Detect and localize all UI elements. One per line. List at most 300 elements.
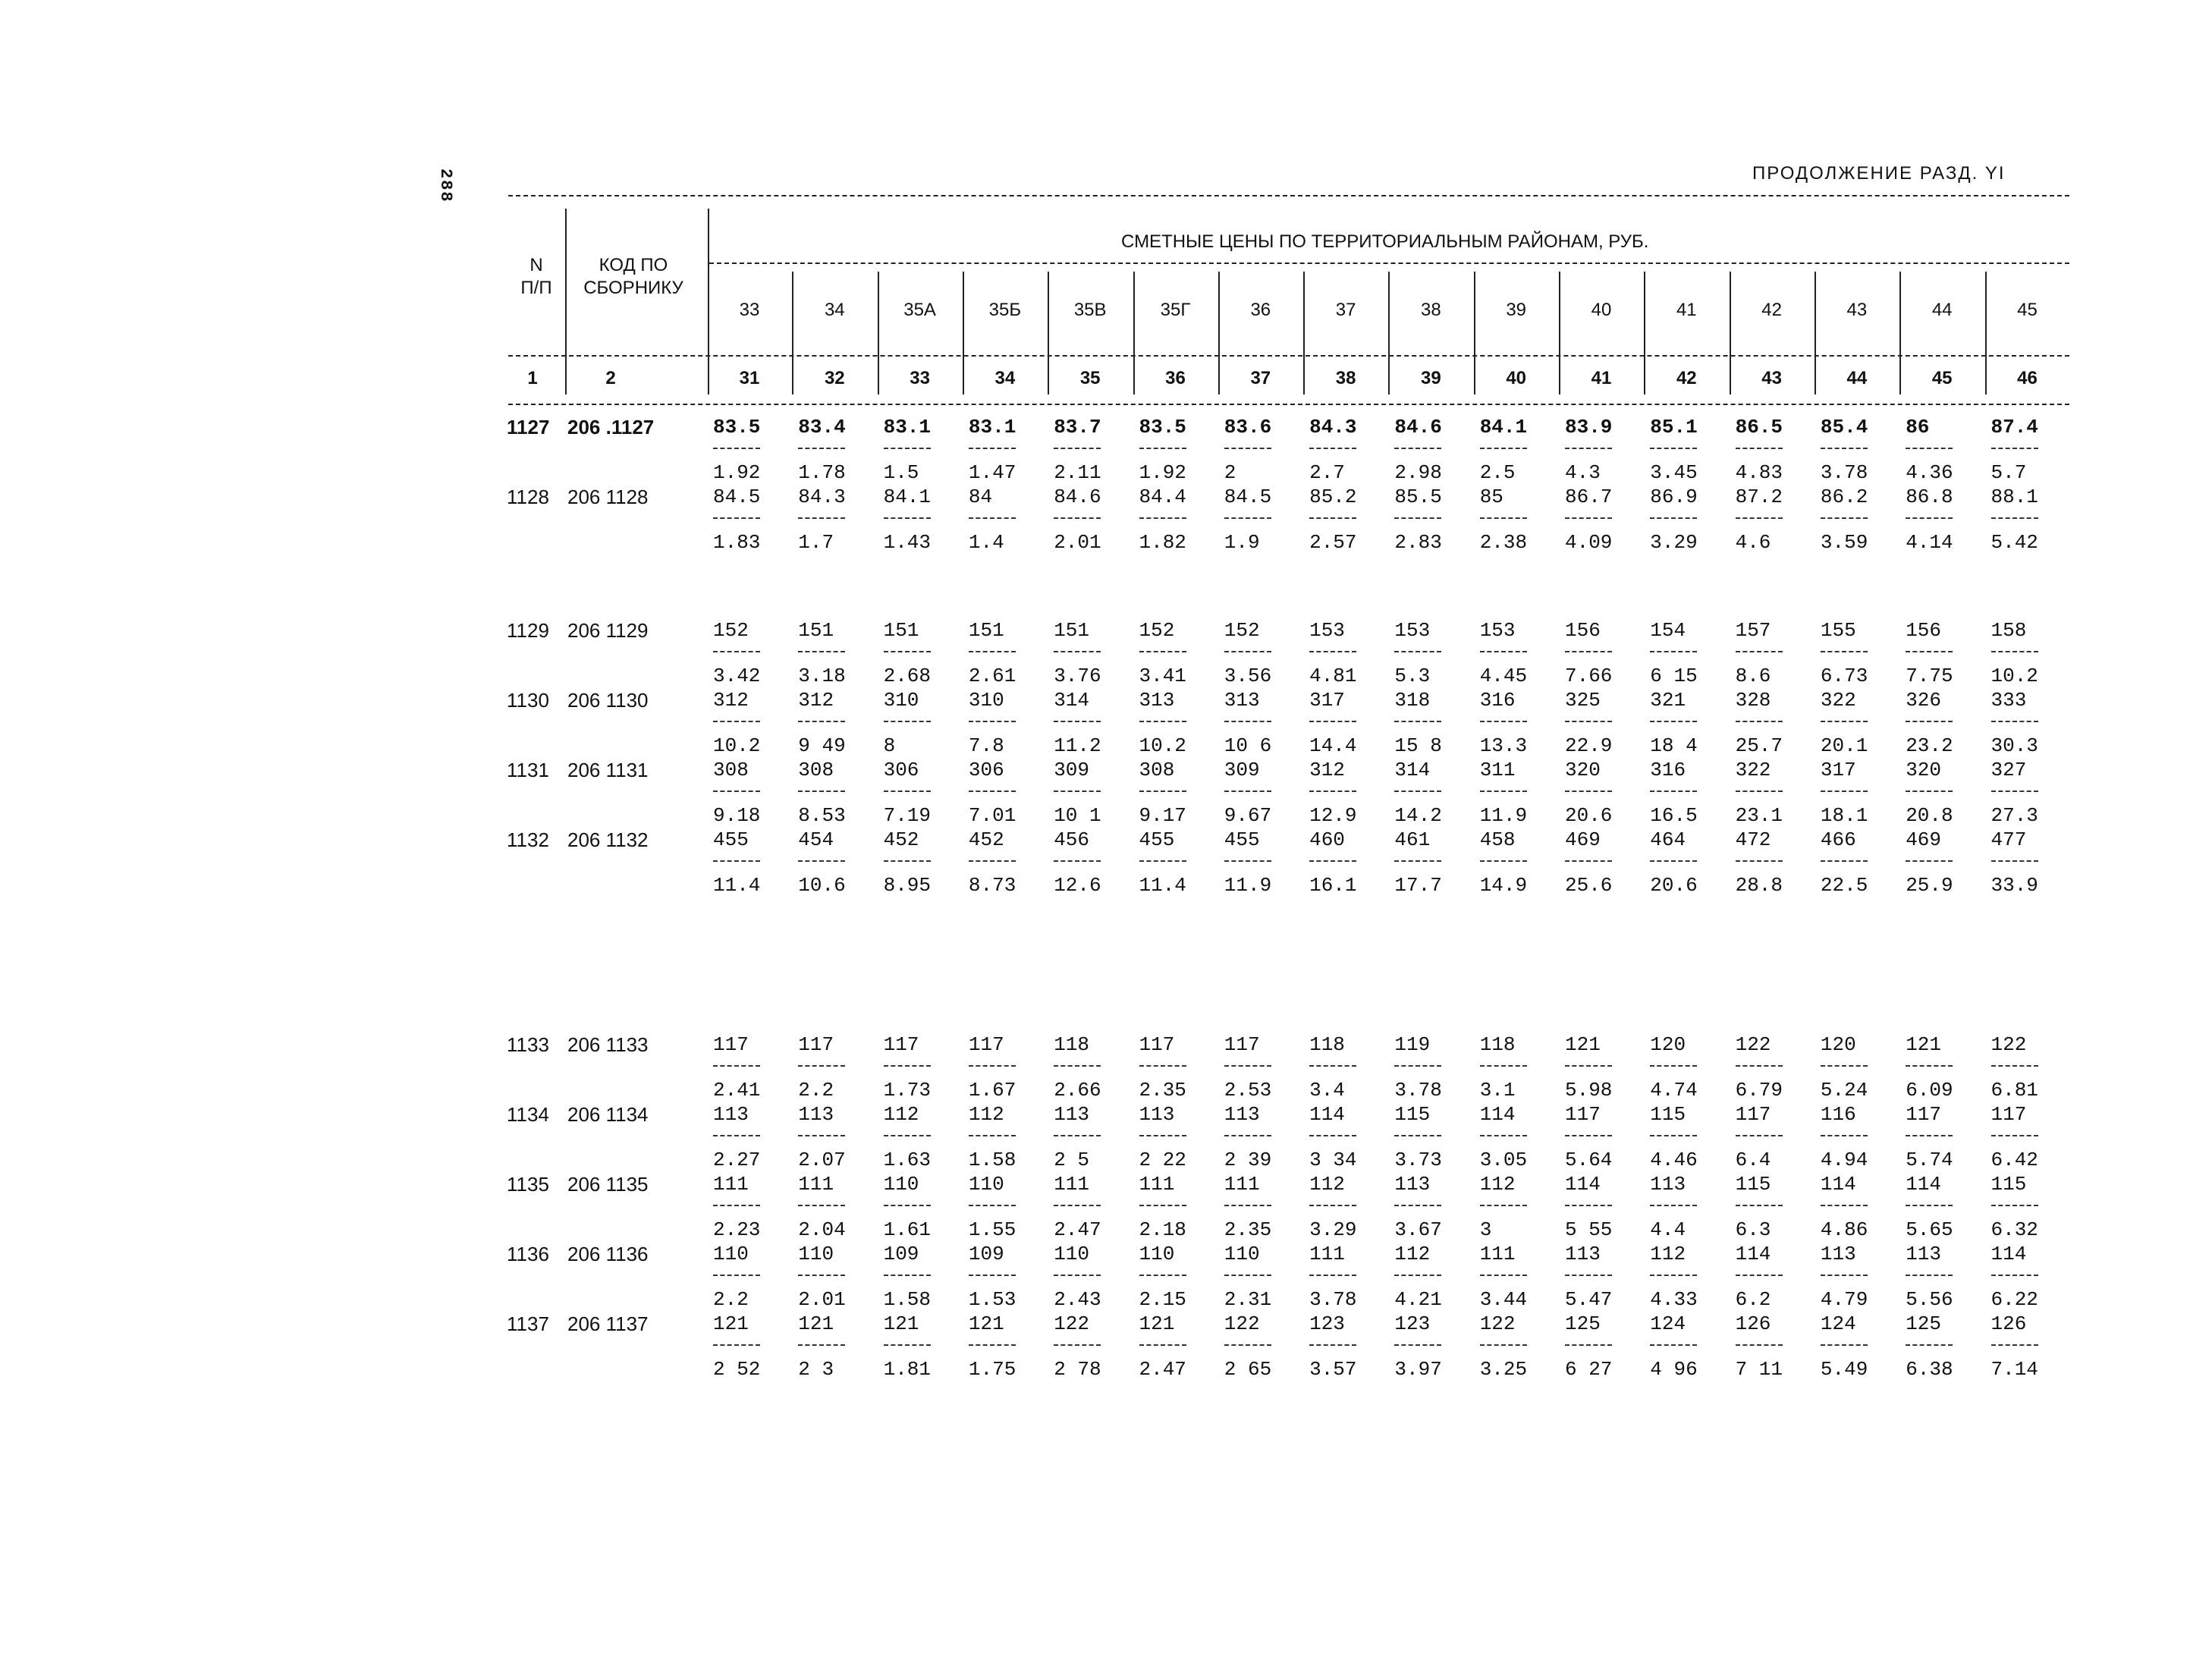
price-value: 84.1 <box>883 486 932 508</box>
price-value: 455 <box>1139 828 1175 851</box>
region-header-11: 41 <box>1676 300 1697 320</box>
row-number: 1136 <box>507 1243 549 1265</box>
price-value: 112 <box>968 1103 1004 1126</box>
price-value: 317 <box>1309 689 1345 712</box>
price-value: 152 <box>1139 619 1175 642</box>
fraction-bar <box>1991 517 2038 519</box>
fraction-bar <box>1224 860 1271 862</box>
price-sub-value: 28.8 <box>1735 874 1783 897</box>
header-mid-rule <box>709 262 2069 264</box>
price-sub-value: 10.2 <box>713 734 761 757</box>
price-sub-value: 3.97 <box>1394 1358 1442 1381</box>
fraction-bar <box>1650 721 1697 722</box>
price-value: 472 <box>1735 828 1771 851</box>
fraction-bar <box>713 790 760 792</box>
fraction-bar <box>1054 1135 1101 1136</box>
price-sub-value: 2.04 <box>798 1218 846 1241</box>
fraction-bar <box>713 1205 760 1206</box>
fraction-bar <box>969 1344 1016 1346</box>
column-number-13: 42 <box>1676 368 1697 388</box>
price-sub-value: 2.5 <box>1479 461 1516 484</box>
row-number: 1131 <box>507 759 549 781</box>
fraction-bar <box>1394 721 1441 722</box>
fraction-bar <box>1309 651 1356 652</box>
price-sub-value: 1.81 <box>883 1358 932 1381</box>
column-number-6: 35 <box>1079 368 1101 388</box>
fraction-bar <box>1906 1344 1953 1346</box>
fraction-bar <box>1565 1205 1612 1206</box>
fraction-bar <box>1480 860 1527 862</box>
price-sub-value: 1.58 <box>883 1288 932 1311</box>
fraction-bar <box>1736 721 1783 722</box>
fraction-bar <box>1224 1205 1271 1206</box>
price-sub-value: 10 6 <box>1224 734 1272 757</box>
price-sub-value: 18.1 <box>1820 804 1868 827</box>
price-value: 86.7 <box>1565 486 1613 508</box>
price-value: 121 <box>798 1312 834 1335</box>
header-col-n-line2: П/П <box>520 278 552 298</box>
fraction-bar <box>1821 517 1868 519</box>
price-sub-value: 3.73 <box>1394 1149 1442 1171</box>
row-number: 1133 <box>507 1033 549 1056</box>
price-sub-value: 2.7 <box>1309 461 1345 484</box>
price-sub-value: 3.18 <box>798 665 846 687</box>
price-value: 117 <box>1990 1103 2027 1126</box>
price-value: 115 <box>1735 1173 1771 1196</box>
price-sub-value: 11.4 <box>1139 874 1186 897</box>
price-sub-value: 2 65 <box>1224 1358 1272 1381</box>
row-number: 1132 <box>507 828 549 851</box>
price-value: 117 <box>713 1033 749 1056</box>
column-number-1: 2 <box>605 368 616 388</box>
fraction-bar <box>1906 517 1953 519</box>
row-code: 206 1130 <box>567 689 649 712</box>
price-sub-value: 7 11 <box>1735 1358 1783 1381</box>
header-col-code-line2: СБОРНИКУ <box>583 278 683 298</box>
price-sub-value: 7.66 <box>1565 665 1613 687</box>
price-value: 322 <box>1820 689 1856 712</box>
fraction-bar <box>1224 517 1271 519</box>
fraction-bar <box>1480 1135 1527 1136</box>
price-value: 121 <box>968 1312 1004 1335</box>
price-sub-value: 9.18 <box>713 804 761 827</box>
price-value: 115 <box>1990 1173 2027 1196</box>
price-sub-value: 22.5 <box>1820 874 1868 897</box>
price-value: 86.8 <box>1906 486 1953 508</box>
fraction-bar <box>1480 1275 1527 1276</box>
fraction-bar <box>1650 1135 1697 1136</box>
fraction-bar <box>969 448 1016 449</box>
price-sub-value: 5.24 <box>1820 1079 1868 1102</box>
price-sub-value: 3 <box>1479 1218 1492 1241</box>
price-value: 309 <box>1224 759 1260 781</box>
price-sub-value: 1.73 <box>883 1079 932 1102</box>
row-code: 206 1132 <box>567 828 649 851</box>
fraction-bar <box>1650 651 1697 652</box>
fraction-bar <box>1224 1344 1271 1346</box>
fraction-bar <box>713 448 760 449</box>
fraction-bar <box>1480 1344 1527 1346</box>
price-value: 113 <box>1906 1243 1941 1265</box>
fraction-bar <box>1309 448 1356 449</box>
price-sub-value: 18 4 <box>1650 734 1698 757</box>
price-sub-value: 2.98 <box>1394 461 1442 484</box>
fraction-bar <box>713 1344 760 1346</box>
price-sub-value: 2 78 <box>1054 1358 1101 1381</box>
fraction-bar <box>1224 1065 1271 1067</box>
fraction-bar <box>1991 1275 2038 1276</box>
price-sub-value: 8.53 <box>798 804 846 827</box>
fraction-bar <box>1906 790 1953 792</box>
column-number-15: 44 <box>1846 368 1868 388</box>
price-sub-value: 1.4 <box>968 531 1004 554</box>
fraction-bar <box>1139 517 1186 519</box>
price-value: 155 <box>1820 619 1856 642</box>
price-sub-value: 6.38 <box>1906 1358 1953 1381</box>
price-value: 309 <box>1054 759 1089 781</box>
price-sub-value: 23.2 <box>1906 734 1953 757</box>
header-col-code-line1: КОД ПО <box>599 255 668 275</box>
price-sub-value: 4.94 <box>1820 1149 1868 1171</box>
price-value: 321 <box>1650 689 1686 712</box>
fraction-bar <box>798 1065 845 1067</box>
column-number-0: 1 <box>527 368 538 388</box>
price-sub-value: 7.01 <box>968 804 1016 827</box>
fraction-bar <box>1394 448 1441 449</box>
fraction-bar <box>1821 1135 1868 1136</box>
fraction-bar <box>713 1065 760 1067</box>
price-value: 83.5 <box>713 416 761 438</box>
price-sub-value: 2.2 <box>713 1288 749 1311</box>
fraction-bar <box>1394 651 1441 652</box>
price-sub-value: 7.14 <box>1990 1358 2038 1381</box>
price-value: 113 <box>1394 1173 1431 1196</box>
price-value: 120 <box>1820 1033 1856 1056</box>
fraction-bar <box>969 790 1016 792</box>
price-sub-value: 12.9 <box>1309 804 1357 827</box>
price-value: 86 <box>1906 416 1930 438</box>
price-sub-value: 4.86 <box>1820 1218 1868 1241</box>
fraction-bar <box>798 860 845 862</box>
row-code: 206 1131 <box>567 759 649 781</box>
price-value: 112 <box>1650 1243 1686 1265</box>
price-value: 452 <box>883 828 919 851</box>
fraction-bar <box>1054 651 1101 652</box>
price-value: 152 <box>1224 619 1260 642</box>
price-sub-value: 8.6 <box>1735 665 1771 687</box>
price-sub-value: 2.01 <box>798 1288 846 1311</box>
price-value: 124 <box>1820 1312 1856 1335</box>
continuation-title: ПРОДОЛЖЕНИЕ РАЗД. YI <box>1752 163 2006 184</box>
header-col-n-line1: N <box>529 255 543 275</box>
price-value: 109 <box>883 1243 919 1265</box>
price-sub-value: 17.7 <box>1394 874 1442 897</box>
price-sub-value: 5.64 <box>1565 1149 1613 1171</box>
fraction-bar <box>1565 517 1612 519</box>
price-value: 86.9 <box>1650 486 1698 508</box>
price-sub-value: 1.92 <box>713 461 761 484</box>
column-number-11: 40 <box>1506 368 1527 388</box>
price-sub-value: 2.11 <box>1054 461 1101 484</box>
price-value: 121 <box>1565 1033 1601 1056</box>
fraction-bar <box>1480 790 1527 792</box>
price-value: 117 <box>1565 1103 1601 1126</box>
fraction-bar <box>1480 651 1527 652</box>
fraction-bar <box>1139 1275 1186 1276</box>
price-sub-value: 3.67 <box>1394 1218 1442 1241</box>
price-sub-value: 2.47 <box>1139 1358 1186 1381</box>
price-value: 112 <box>1479 1173 1516 1196</box>
fraction-bar <box>1139 721 1186 722</box>
price-value: 456 <box>1054 828 1089 851</box>
price-sub-value: 1.55 <box>968 1218 1016 1241</box>
price-value: 121 <box>1139 1312 1175 1335</box>
price-sub-value: 5.49 <box>1820 1358 1868 1381</box>
price-value: 460 <box>1309 828 1345 851</box>
region-header-13: 43 <box>1846 300 1868 320</box>
fraction-bar <box>1991 651 2038 652</box>
column-number-4: 33 <box>910 368 930 388</box>
price-value: 116 <box>1820 1103 1856 1126</box>
fraction-bar <box>1821 860 1868 862</box>
fraction-bar <box>1480 448 1527 449</box>
price-value: 113 <box>1054 1103 1089 1126</box>
fraction-bar <box>1394 860 1441 862</box>
price-sub-value: 8 <box>883 734 896 757</box>
fraction-bar <box>713 517 760 519</box>
price-value: 83.1 <box>883 416 932 438</box>
fraction-bar <box>1565 651 1612 652</box>
price-sub-value: 2 22 <box>1139 1149 1186 1171</box>
price-value: 111 <box>1309 1243 1345 1265</box>
price-value: 121 <box>713 1312 749 1335</box>
price-sub-value: 4.81 <box>1309 665 1357 687</box>
fraction-bar <box>1991 860 2038 862</box>
column-number-3: 32 <box>824 368 845 388</box>
fraction-bar <box>1650 1065 1697 1067</box>
price-sub-value: 3.56 <box>1224 665 1272 687</box>
price-value: 151 <box>798 619 834 642</box>
price-value: 87.4 <box>1990 416 2038 438</box>
price-value: 318 <box>1394 689 1431 712</box>
price-value: 83.9 <box>1565 416 1613 438</box>
column-number-17: 46 <box>2017 368 2038 388</box>
price-sub-value: 2.41 <box>713 1079 761 1102</box>
price-sub-value: 2.15 <box>1139 1288 1186 1311</box>
price-value: 110 <box>1224 1243 1260 1265</box>
price-sub-value: 4.46 <box>1650 1149 1698 1171</box>
row-code: 206 .1127 <box>567 416 655 438</box>
price-value: 85.1 <box>1650 416 1698 438</box>
fraction-bar <box>1821 1344 1868 1346</box>
price-value: 84.5 <box>1224 486 1272 508</box>
column-number-10: 39 <box>1421 368 1441 388</box>
fraction-bar <box>1906 721 1953 722</box>
column-number-2: 31 <box>739 368 760 388</box>
price-sub-value: 2.35 <box>1224 1218 1272 1241</box>
price-value: 110 <box>1139 1243 1175 1265</box>
price-sub-value: 2.31 <box>1224 1288 1272 1311</box>
price-sub-value: 22.9 <box>1565 734 1613 757</box>
price-value: 110 <box>883 1173 919 1196</box>
price-value: 464 <box>1650 828 1686 851</box>
fraction-bar <box>1991 448 2038 449</box>
price-value: 156 <box>1906 619 1941 642</box>
price-value: 120 <box>1650 1033 1686 1056</box>
price-value: 151 <box>968 619 1004 642</box>
price-value: 312 <box>798 689 834 712</box>
fraction-bar <box>969 1065 1016 1067</box>
price-sub-value: 4.79 <box>1820 1288 1868 1311</box>
price-sub-value: 3.57 <box>1309 1358 1357 1381</box>
price-value: 158 <box>1990 619 2027 642</box>
fraction-bar <box>1309 721 1356 722</box>
fraction-bar <box>1054 448 1101 449</box>
fraction-bar <box>1991 1065 2038 1067</box>
fraction-bar <box>1736 1065 1783 1067</box>
price-value: 308 <box>798 759 834 781</box>
fraction-bar <box>1309 860 1356 862</box>
price-value: 153 <box>1394 619 1431 642</box>
price-value: 117 <box>968 1033 1004 1056</box>
price-sub-value: 5.98 <box>1565 1079 1613 1102</box>
price-sub-value: 2.07 <box>798 1149 846 1171</box>
region-header-3: 35Б <box>988 300 1022 320</box>
fraction-bar <box>1565 1344 1612 1346</box>
price-value: 122 <box>1479 1312 1516 1335</box>
price-sub-value: 2.23 <box>713 1218 761 1241</box>
fraction-bar <box>1650 517 1697 519</box>
price-sub-value: 8.95 <box>883 874 932 897</box>
price-sub-value: 6 15 <box>1650 665 1698 687</box>
price-value: 327 <box>1990 759 2027 781</box>
price-sub-value: 5.56 <box>1906 1288 1953 1311</box>
fraction-bar <box>969 1205 1016 1206</box>
fraction-bar <box>1906 1065 1953 1067</box>
fraction-bar <box>1991 1344 2038 1346</box>
price-value: 119 <box>1394 1033 1431 1056</box>
price-value: 111 <box>1479 1243 1516 1265</box>
price-sub-value: 1.82 <box>1139 531 1186 554</box>
price-value: 157 <box>1735 619 1771 642</box>
region-header-9: 39 <box>1506 300 1527 320</box>
price-value: 83.1 <box>968 416 1016 438</box>
price-sub-value: 14.9 <box>1479 874 1528 897</box>
price-value: 317 <box>1820 759 1856 781</box>
price-value: 113 <box>1565 1243 1601 1265</box>
price-value: 333 <box>1990 689 2027 712</box>
fraction-bar <box>1565 860 1612 862</box>
price-sub-value: 14.2 <box>1394 804 1442 827</box>
price-sub-value: 25.7 <box>1735 734 1783 757</box>
row-number: 1135 <box>507 1173 549 1196</box>
fraction-bar <box>1309 1205 1356 1206</box>
column-number-5: 34 <box>994 368 1016 388</box>
price-value: 322 <box>1735 759 1771 781</box>
fraction-bar <box>1565 1275 1612 1276</box>
column-number-8: 37 <box>1250 368 1271 388</box>
price-value: 85 <box>1479 486 1503 508</box>
price-sub-value: 4.83 <box>1735 461 1783 484</box>
price-sub-value: 6 27 <box>1565 1358 1613 1381</box>
row-number: 1129 <box>507 619 549 642</box>
fraction-bar <box>1906 448 1953 449</box>
region-header-15: 45 <box>2017 300 2038 320</box>
price-value: 84.4 <box>1139 486 1186 508</box>
price-value: 114 <box>1906 1173 1941 1196</box>
price-value: 114 <box>1735 1243 1771 1265</box>
price-sub-value: 12.6 <box>1054 874 1101 897</box>
region-header-5: 35Г <box>1160 300 1191 320</box>
fraction-bar <box>969 860 1016 862</box>
price-value: 469 <box>1906 828 1941 851</box>
price-value: 151 <box>1054 619 1089 642</box>
price-sub-value: 11.9 <box>1479 804 1528 827</box>
fraction-bar <box>1309 517 1356 519</box>
price-value: 328 <box>1735 689 1771 712</box>
price-value: 115 <box>1394 1103 1431 1126</box>
price-value: 114 <box>1565 1173 1601 1196</box>
price-sub-value: 4.36 <box>1906 461 1953 484</box>
price-value: 308 <box>1139 759 1175 781</box>
price-sub-value: 5.47 <box>1565 1288 1613 1311</box>
header-col-n <box>510 254 563 300</box>
price-sub-value: 2 39 <box>1224 1149 1272 1171</box>
fraction-bar <box>1309 1275 1356 1276</box>
price-sub-value: 3.1 <box>1479 1079 1516 1102</box>
fraction-bar <box>1565 721 1612 722</box>
header-col-divider <box>565 209 567 394</box>
fraction-bar <box>1309 1065 1356 1067</box>
region-header-12: 42 <box>1761 300 1782 320</box>
price-value: 124 <box>1650 1312 1686 1335</box>
price-value: 310 <box>883 689 919 712</box>
price-value: 114 <box>1990 1243 2027 1265</box>
price-sub-value: 2.61 <box>968 665 1016 687</box>
fraction-bar <box>1736 1344 1783 1346</box>
fraction-bar <box>1224 1275 1271 1276</box>
fraction-bar <box>713 860 760 862</box>
price-sub-value: 23.1 <box>1735 804 1783 827</box>
price-sub-value: 3.59 <box>1820 531 1868 554</box>
price-value: 320 <box>1906 759 1941 781</box>
page-number: 288 <box>436 168 455 203</box>
price-sub-value: 3.78 <box>1309 1288 1357 1311</box>
column-number-14: 43 <box>1761 368 1782 388</box>
price-value: 122 <box>1054 1312 1089 1335</box>
row-number: 1134 <box>507 1103 549 1126</box>
fraction-bar <box>1139 651 1186 652</box>
price-sub-value: 1.92 <box>1139 461 1186 484</box>
price-sub-value: 2.01 <box>1054 531 1101 554</box>
price-value: 312 <box>713 689 749 712</box>
price-value: 110 <box>798 1243 834 1265</box>
price-sub-value: 6.79 <box>1735 1079 1783 1102</box>
price-sub-value: 3.41 <box>1139 665 1186 687</box>
price-value: 114 <box>1820 1173 1856 1196</box>
price-sub-value: 11.9 <box>1224 874 1272 897</box>
price-value: 112 <box>883 1103 919 1126</box>
fraction-bar <box>884 1275 931 1276</box>
fraction-bar <box>1054 721 1101 722</box>
price-sub-value: 1.47 <box>968 461 1016 484</box>
price-value: 121 <box>883 1312 919 1335</box>
fraction-bar <box>884 721 931 722</box>
price-sub-value: 2 52 <box>713 1358 761 1381</box>
price-value: 84.6 <box>1394 416 1442 438</box>
row-code: 206 1133 <box>567 1033 649 1056</box>
fraction-bar <box>1650 1205 1697 1206</box>
